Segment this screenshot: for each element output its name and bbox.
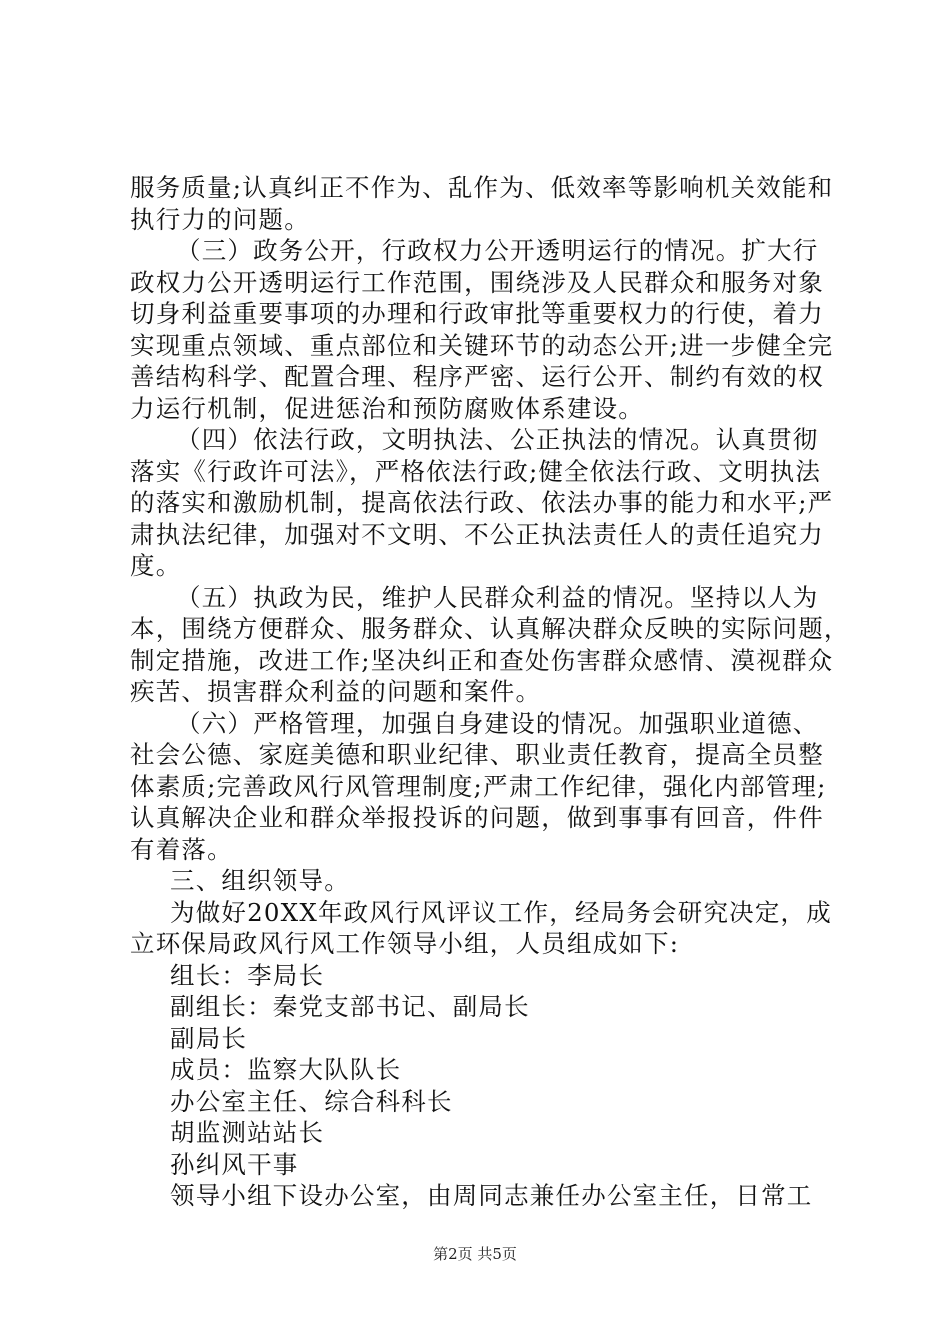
paragraph-line: 社会公德、家庭美德和职业纪律、职业责任教育，提高全员整 [130, 740, 824, 769]
paragraph-line: 肃执法纪律，加强对不文明、不公正执法责任人的责任追究力 [130, 519, 824, 549]
paragraph-line: 执行力的问题。 [130, 204, 310, 234]
roster-line: 副局长 [170, 1023, 248, 1053]
paragraph-line: 为做好20XX年政风行风评议工作，经局务会研究决定，成 [170, 897, 832, 927]
roster-line: 组长：李局长 [170, 960, 325, 990]
paragraph-line: 体素质;完善政风行风管理制度;严肃工作纪律，强化内部管理; [130, 771, 827, 801]
paragraph-line: （四）依法行政，文明执法、公正执法的情况。认真贯彻 [176, 425, 819, 454]
paragraph-line: 善结构科学、配置合理、程序严密、运行公开、制约有效的权 [130, 362, 824, 391]
paragraph-line: 有着落。 [130, 834, 233, 864]
document-body [130, 172, 850, 1212]
page-number-footer: 第2页 共5页 [433, 1245, 517, 1263]
paragraph-line: （六）严格管理，加强自身建设的情况。加强职业道德、 [176, 708, 819, 738]
roster-line: 孙纠风干事 [170, 1149, 299, 1179]
paragraph-line: 的落实和激励机制，提高依法行政、依法办事的能力和水平;严 [130, 488, 834, 517]
roster-line: 胡监测站站长 [170, 1118, 325, 1147]
paragraph-line: 领导小组下设办公室，由周同志兼任办公室主任，日常工 [170, 1181, 813, 1210]
paragraph-line: 立环保局政风行风工作领导小组，人员组成如下: [130, 929, 680, 958]
paragraph-line: 切身利益重要事项的办理和行政审批等重要权力的行使，着力 [130, 299, 824, 328]
paragraph-line: 认真解决企业和群众举报投诉的问题，做到事事有回音，件件 [130, 803, 824, 832]
paragraph-line: （五）执政为民，维护人民群众利益的情况。坚持以人为 [176, 582, 819, 612]
paragraph-line: 政权力公开透明运行工作范围，围绕涉及人民群众和服务对象 [130, 267, 824, 297]
paragraph-line: 落实《行政许可法》，严格依法行政;健全依法行政、文明执法 [130, 456, 822, 486]
paragraph-line: 实现重点领域、重点部位和关键环节的动态公开;进一步健全完 [130, 330, 834, 360]
paragraph-line: 本，围绕方便群众、服务群众、认真解决群众反映的实际问题， [130, 614, 850, 643]
paragraph-line: （三）政务公开，行政权力公开透明运行的情况。扩大行 [176, 236, 819, 265]
section-heading: 三、组织领导。 [170, 866, 350, 895]
roster-line: 办公室主任、综合科科长 [170, 1086, 453, 1116]
roster-line: 成员：监察大队队长 [170, 1055, 402, 1084]
paragraph-line: 疾苦、损害群众利益的问题和案件。 [130, 677, 542, 706]
paragraph-line: 服务质量;认真纠正不作为、乱作为、低效率等影响机关效能和 [130, 173, 834, 202]
paragraph-line: 力运行机制，促进惩治和预防腐败体系建设。 [130, 393, 644, 423]
paragraph-line: 制定措施，改进工作;坚决纠正和查处伤害群众感情、漠视群众 [130, 645, 834, 675]
paragraph-line: 度。 [130, 551, 182, 580]
roster-line: 副组长：秦党支部书记、副局长 [170, 992, 530, 1021]
